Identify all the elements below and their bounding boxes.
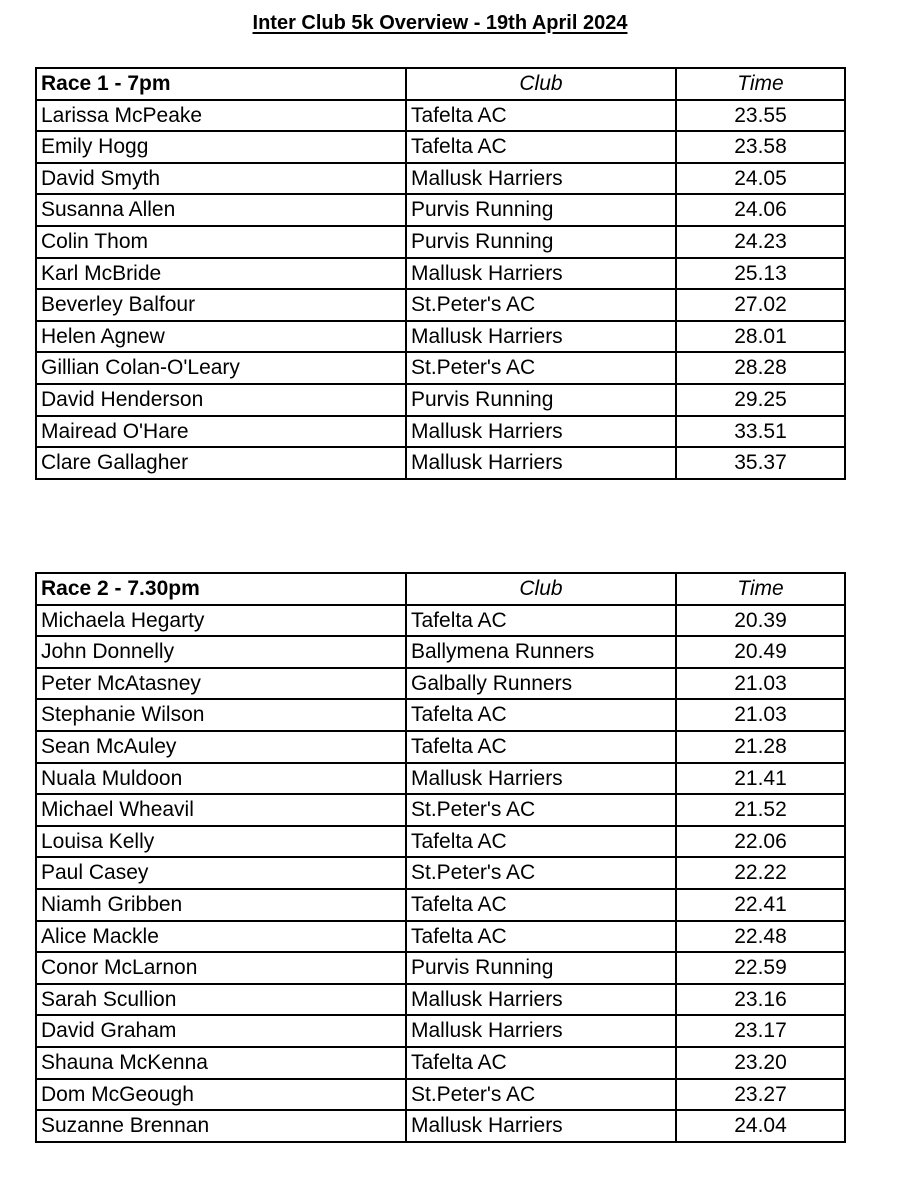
- club-name: Tafelta AC: [406, 1047, 676, 1079]
- club-name: Tafelta AC: [406, 100, 676, 132]
- club-name: Mallusk Harriers: [406, 163, 676, 195]
- club-name: St.Peter's AC: [406, 289, 676, 321]
- race-2-table-body: [36, 573, 845, 1142]
- club-name: Tafelta AC: [406, 699, 676, 731]
- result-row: [36, 163, 845, 195]
- document-title: Inter Club 5k Overview - 19th April 2024: [252, 12, 628, 34]
- finish-time: 28.01: [676, 321, 845, 353]
- runner-name: Dom McGeough: [36, 1079, 406, 1111]
- club-column-header: Club: [406, 68, 676, 100]
- race-1-header-row: [36, 68, 845, 100]
- result-row: [36, 321, 845, 353]
- club-name: St.Peter's AC: [406, 794, 676, 826]
- runner-name: Gillian Colan-O'Leary: [36, 352, 406, 384]
- club-column-header: Club: [406, 573, 676, 605]
- finish-time: 22.22: [676, 857, 845, 889]
- finish-time: 23.55: [676, 100, 845, 132]
- runner-name: David Smyth: [36, 163, 406, 195]
- runner-name: Michael Wheavil: [36, 794, 406, 826]
- result-row: [36, 384, 845, 416]
- club-name: Mallusk Harriers: [406, 763, 676, 795]
- runner-name: Niamh Gribben: [36, 889, 406, 921]
- result-row: [36, 416, 845, 448]
- finish-time: 24.05: [676, 163, 845, 195]
- result-row: [36, 984, 845, 1016]
- time-column-header: Time: [676, 573, 845, 605]
- finish-time: 24.23: [676, 226, 845, 258]
- runner-name: David Graham: [36, 1015, 406, 1047]
- runner-name: Larissa McPeake: [36, 100, 406, 132]
- club-name: Purvis Running: [406, 952, 676, 984]
- club-name: St.Peter's AC: [406, 857, 676, 889]
- race-1-table-body: [36, 68, 845, 479]
- result-row: [36, 731, 845, 763]
- finish-time: 35.37: [676, 447, 845, 479]
- finish-time: 24.04: [676, 1110, 845, 1142]
- runner-name: Susanna Allen: [36, 194, 406, 226]
- runner-name: Sarah Scullion: [36, 984, 406, 1016]
- runner-name: Colin Thom: [36, 226, 406, 258]
- club-name: Mallusk Harriers: [406, 984, 676, 1016]
- club-name: Mallusk Harriers: [406, 321, 676, 353]
- result-row: [36, 826, 845, 858]
- result-row: [36, 952, 845, 984]
- finish-time: 23.17: [676, 1015, 845, 1047]
- finish-time: 29.25: [676, 384, 845, 416]
- finish-time: 27.02: [676, 289, 845, 321]
- runner-name: Michaela Hegarty: [36, 605, 406, 637]
- result-row: [36, 636, 845, 668]
- finish-time: 21.28: [676, 731, 845, 763]
- result-row: [36, 1079, 845, 1111]
- club-name: Tafelta AC: [406, 131, 676, 163]
- result-row: [36, 352, 845, 384]
- finish-time: 21.41: [676, 763, 845, 795]
- runner-name: Alice Mackle: [36, 921, 406, 953]
- club-name: Ballymena Runners: [406, 636, 676, 668]
- result-row: [36, 1015, 845, 1047]
- club-name: Tafelta AC: [406, 889, 676, 921]
- finish-time: 21.52: [676, 794, 845, 826]
- runner-name: Peter McAtasney: [36, 668, 406, 700]
- result-row: [36, 100, 845, 132]
- result-row: [36, 921, 845, 953]
- finish-time: 28.28: [676, 352, 845, 384]
- result-row: [36, 226, 845, 258]
- runner-name: Conor McLarnon: [36, 952, 406, 984]
- finish-time: 20.39: [676, 605, 845, 637]
- finish-time: 23.27: [676, 1079, 845, 1111]
- runner-name: Suzanne Brennan: [36, 1110, 406, 1142]
- result-row: [36, 1110, 845, 1142]
- runner-name: Emily Hogg: [36, 131, 406, 163]
- race-1-heading: Race 1 - 7pm: [36, 68, 406, 100]
- club-name: Mallusk Harriers: [406, 1015, 676, 1047]
- club-name: Mallusk Harriers: [406, 1110, 676, 1142]
- club-name: Tafelta AC: [406, 921, 676, 953]
- result-row: [36, 889, 845, 921]
- result-row: [36, 194, 845, 226]
- runner-name: Nuala Muldoon: [36, 763, 406, 795]
- runner-name: David Henderson: [36, 384, 406, 416]
- finish-time: 21.03: [676, 668, 845, 700]
- runner-name: Louisa Kelly: [36, 826, 406, 858]
- club-name: St.Peter's AC: [406, 1079, 676, 1111]
- finish-time: 20.49: [676, 636, 845, 668]
- finish-time: 24.06: [676, 194, 845, 226]
- race-2-header-row: [36, 573, 845, 605]
- runner-name: Beverley Balfour: [36, 289, 406, 321]
- club-name: Purvis Running: [406, 226, 676, 258]
- runner-name: Paul Casey: [36, 857, 406, 889]
- result-row: [36, 289, 845, 321]
- finish-time: 22.06: [676, 826, 845, 858]
- club-name: Tafelta AC: [406, 605, 676, 637]
- race-2-heading: Race 2 - 7.30pm: [36, 573, 406, 605]
- finish-time: 23.58: [676, 131, 845, 163]
- finish-time: 22.48: [676, 921, 845, 953]
- finish-time: 22.59: [676, 952, 845, 984]
- finish-time: 23.16: [676, 984, 845, 1016]
- result-row: [36, 699, 845, 731]
- result-row: [36, 131, 845, 163]
- result-row: [36, 763, 845, 795]
- finish-time: 21.03: [676, 699, 845, 731]
- result-row: [36, 258, 845, 290]
- runner-name: Clare Gallagher: [36, 447, 406, 479]
- race-1-results-table: [35, 67, 846, 480]
- result-row: [36, 1047, 845, 1079]
- finish-time: 23.20: [676, 1047, 845, 1079]
- runner-name: Mairead O'Hare: [36, 416, 406, 448]
- club-name: Purvis Running: [406, 194, 676, 226]
- finish-time: 25.13: [676, 258, 845, 290]
- result-row: [36, 668, 845, 700]
- finish-time: 33.51: [676, 416, 845, 448]
- club-name: Mallusk Harriers: [406, 258, 676, 290]
- club-name: Tafelta AC: [406, 731, 676, 763]
- runner-name: Helen Agnew: [36, 321, 406, 353]
- result-row: [36, 605, 845, 637]
- runner-name: Karl McBride: [36, 258, 406, 290]
- race-2-results-table: [35, 572, 846, 1143]
- club-name: Purvis Running: [406, 384, 676, 416]
- club-name: Mallusk Harriers: [406, 416, 676, 448]
- result-row: [36, 794, 845, 826]
- result-row: [36, 857, 845, 889]
- club-name: Tafelta AC: [406, 826, 676, 858]
- result-row: [36, 447, 845, 479]
- runner-name: Sean McAuley: [36, 731, 406, 763]
- runner-name: John Donnelly: [36, 636, 406, 668]
- club-name: St.Peter's AC: [406, 352, 676, 384]
- runner-name: Shauna McKenna: [36, 1047, 406, 1079]
- time-column-header: Time: [676, 68, 845, 100]
- runner-name: Stephanie Wilson: [36, 699, 406, 731]
- club-name: Mallusk Harriers: [406, 447, 676, 479]
- club-name: Galbally Runners: [406, 668, 676, 700]
- finish-time: 22.41: [676, 889, 845, 921]
